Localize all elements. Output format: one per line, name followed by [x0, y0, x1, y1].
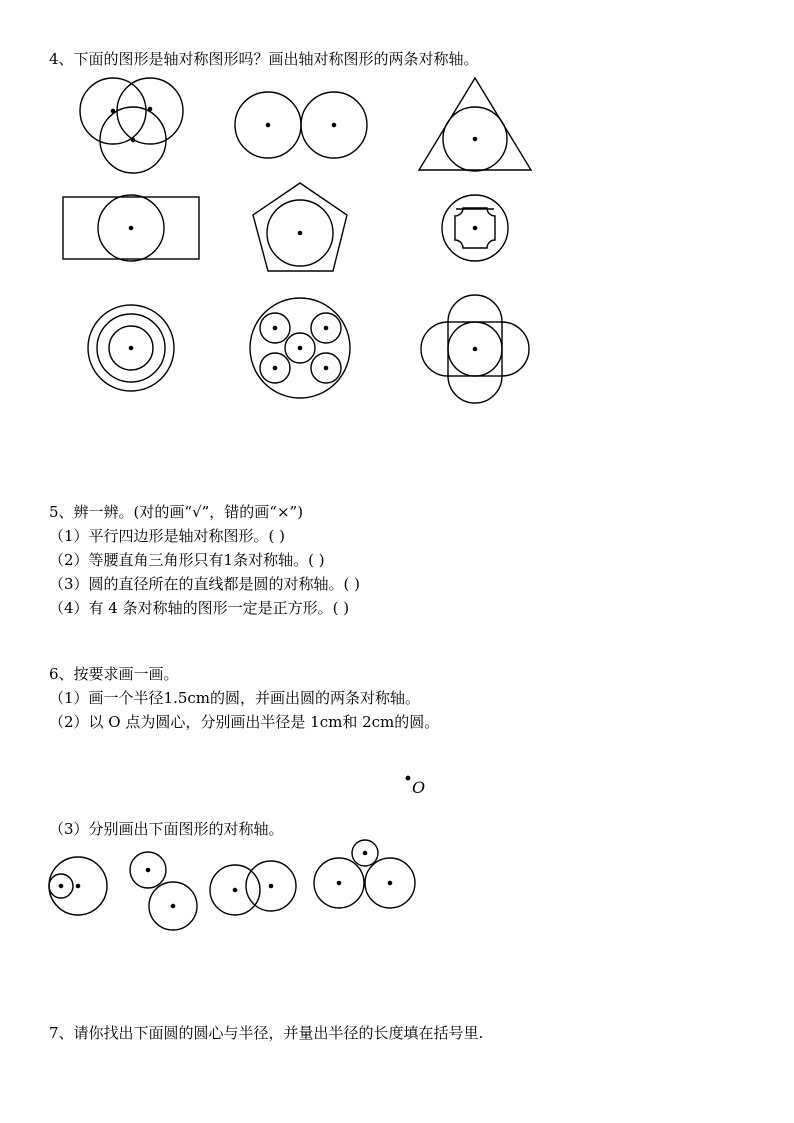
question-6-item-2: （2）以 O 点为圆心，分别画出半径是 1cm和 2cm的圆。: [49, 713, 440, 731]
question-5-item-4: （4）有 4 条对称轴的图形一定是正方形。( ): [49, 599, 350, 617]
question-5-item-2: （2）等腰直角三角形只有1条对称轴。( ): [49, 551, 325, 569]
figure-overlapping-circles: [210, 861, 296, 915]
question-6-item-1: （1）画一个半径1.5cm的圆，并画出圆的两条对称轴。: [49, 689, 421, 707]
question-5-item-3: （3）圆的直径所在的直线都是圆的对称轴。( ): [49, 575, 361, 593]
question-5-item-1: （1）平行四边形是轴对称图形。( ): [49, 527, 286, 545]
figure-separate-circles: [130, 852, 197, 930]
question-6-item-3: （3）分别画出下面图形的对称轴。: [49, 820, 284, 838]
figure-internal-tangent-circles: [49, 857, 107, 915]
point-o-label: O: [412, 778, 426, 797]
question-5-title: 5、辨一辨。(对的画“√”，错的画“×”): [49, 503, 304, 521]
question-4-title: 4、下面的图形是轴对称图形吗？画出轴对称图形的两条对称轴。: [49, 50, 479, 68]
figure-three-tangent-circles: [314, 840, 415, 908]
question-7-title: 7、请你找出下面圆的圆心与半径，并量出半径的长度填在括号里.: [49, 1024, 484, 1042]
question-6-title: 6、按要求画一画。: [49, 665, 179, 683]
